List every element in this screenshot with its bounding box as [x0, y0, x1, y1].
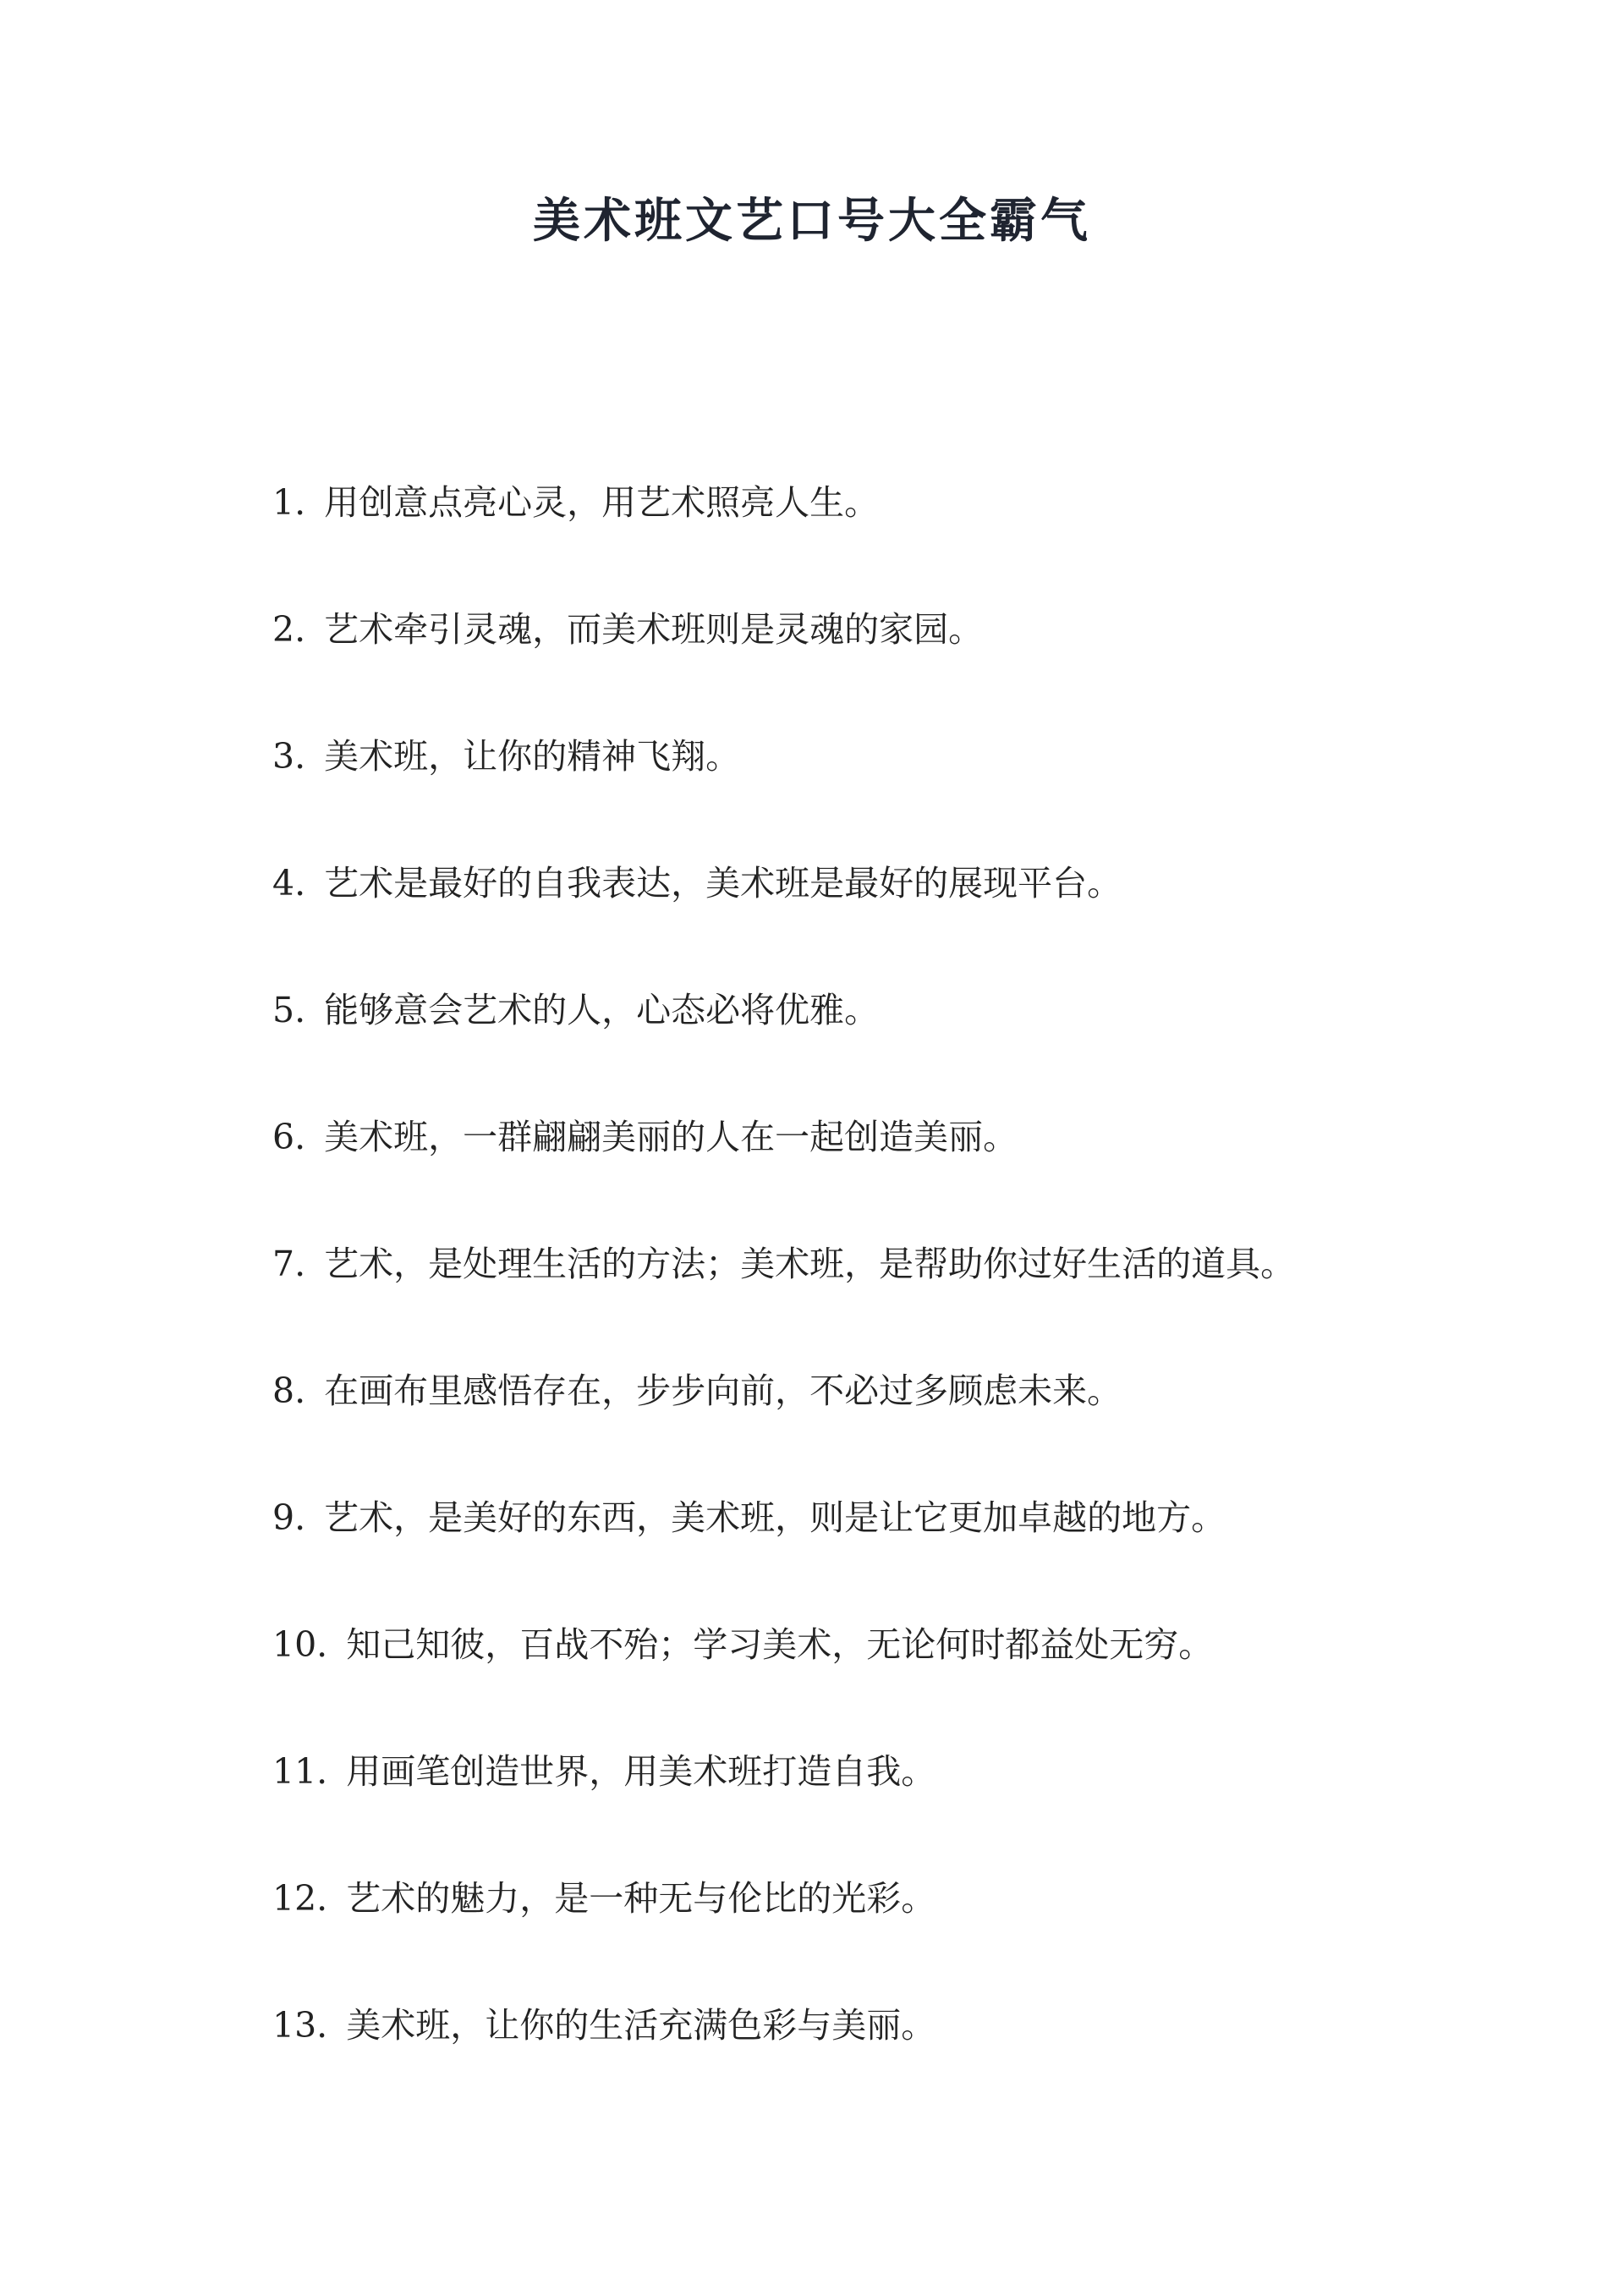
item-number: 3. — [272, 736, 306, 777]
item-text: 美术班，让你的生活充满色彩与美丽。 — [346, 2005, 936, 2046]
list-item — [272, 1709, 1457, 1836]
list-item — [272, 821, 1457, 948]
item-number: 13. — [272, 2005, 328, 2046]
item-text: 艺术，是处理生活的方法；美术班，是帮助你过好生活的道具。 — [324, 1244, 1296, 1285]
item-number: 11. — [272, 1751, 328, 1793]
list-item — [272, 1963, 1457, 2090]
list-item — [272, 1836, 1457, 1963]
item-text: 美术班，让你的精神飞翔。 — [324, 736, 741, 777]
list-item — [272, 948, 1457, 1074]
item-text: 用画笔创造世界，用美术班打造自我。 — [346, 1751, 936, 1793]
item-number: 8. — [272, 1370, 306, 1412]
item-text: 艺术是最好的自我表达，美术班是最好的展现平台。 — [324, 863, 1122, 904]
item-text: 艺术牵引灵魂，而美术班则是灵魂的家园。 — [324, 609, 984, 651]
item-number: 6. — [272, 1117, 306, 1158]
item-text: 用创意点亮心灵，用艺术照亮人生。 — [324, 482, 880, 524]
item-number: 2. — [272, 609, 306, 651]
document-title: 美术班文艺口号大全霸气 — [533, 193, 1091, 249]
list-item — [272, 1582, 1457, 1709]
item-number: 7. — [272, 1244, 306, 1285]
item-text: 艺术的魅力，是一种无与伦比的光彩。 — [346, 1878, 936, 1920]
list-item — [272, 1455, 1457, 1582]
item-number: 4. — [272, 863, 306, 904]
item-number: 12. — [272, 1878, 328, 1920]
item-number: 1. — [272, 482, 306, 524]
list-item — [272, 1328, 1457, 1455]
list-item — [272, 440, 1457, 567]
item-text: 美术班，一群翩翩美丽的人在一起创造美丽。 — [324, 1117, 1018, 1158]
item-number: 5. — [272, 990, 306, 1031]
item-text: 在画布里感悟存在，步步向前，不必过多顾虑未来。 — [324, 1370, 1122, 1412]
item-text: 知己知彼，百战不殆；学习美术，无论何时都益处无穷。 — [346, 1624, 1214, 1666]
list-item — [272, 567, 1457, 694]
item-text: 能够意会艺术的人，心态必将优雅。 — [324, 990, 880, 1031]
list-item — [272, 1074, 1457, 1201]
item-number: 10. — [272, 1624, 328, 1666]
list-item — [272, 694, 1457, 821]
item-text: 艺术，是美好的东西，美术班，则是让它更加卓越的地方。 — [324, 1497, 1226, 1539]
list-item — [272, 1201, 1457, 1328]
item-number: 9. — [272, 1497, 306, 1539]
slogan-list — [272, 440, 1457, 2090]
